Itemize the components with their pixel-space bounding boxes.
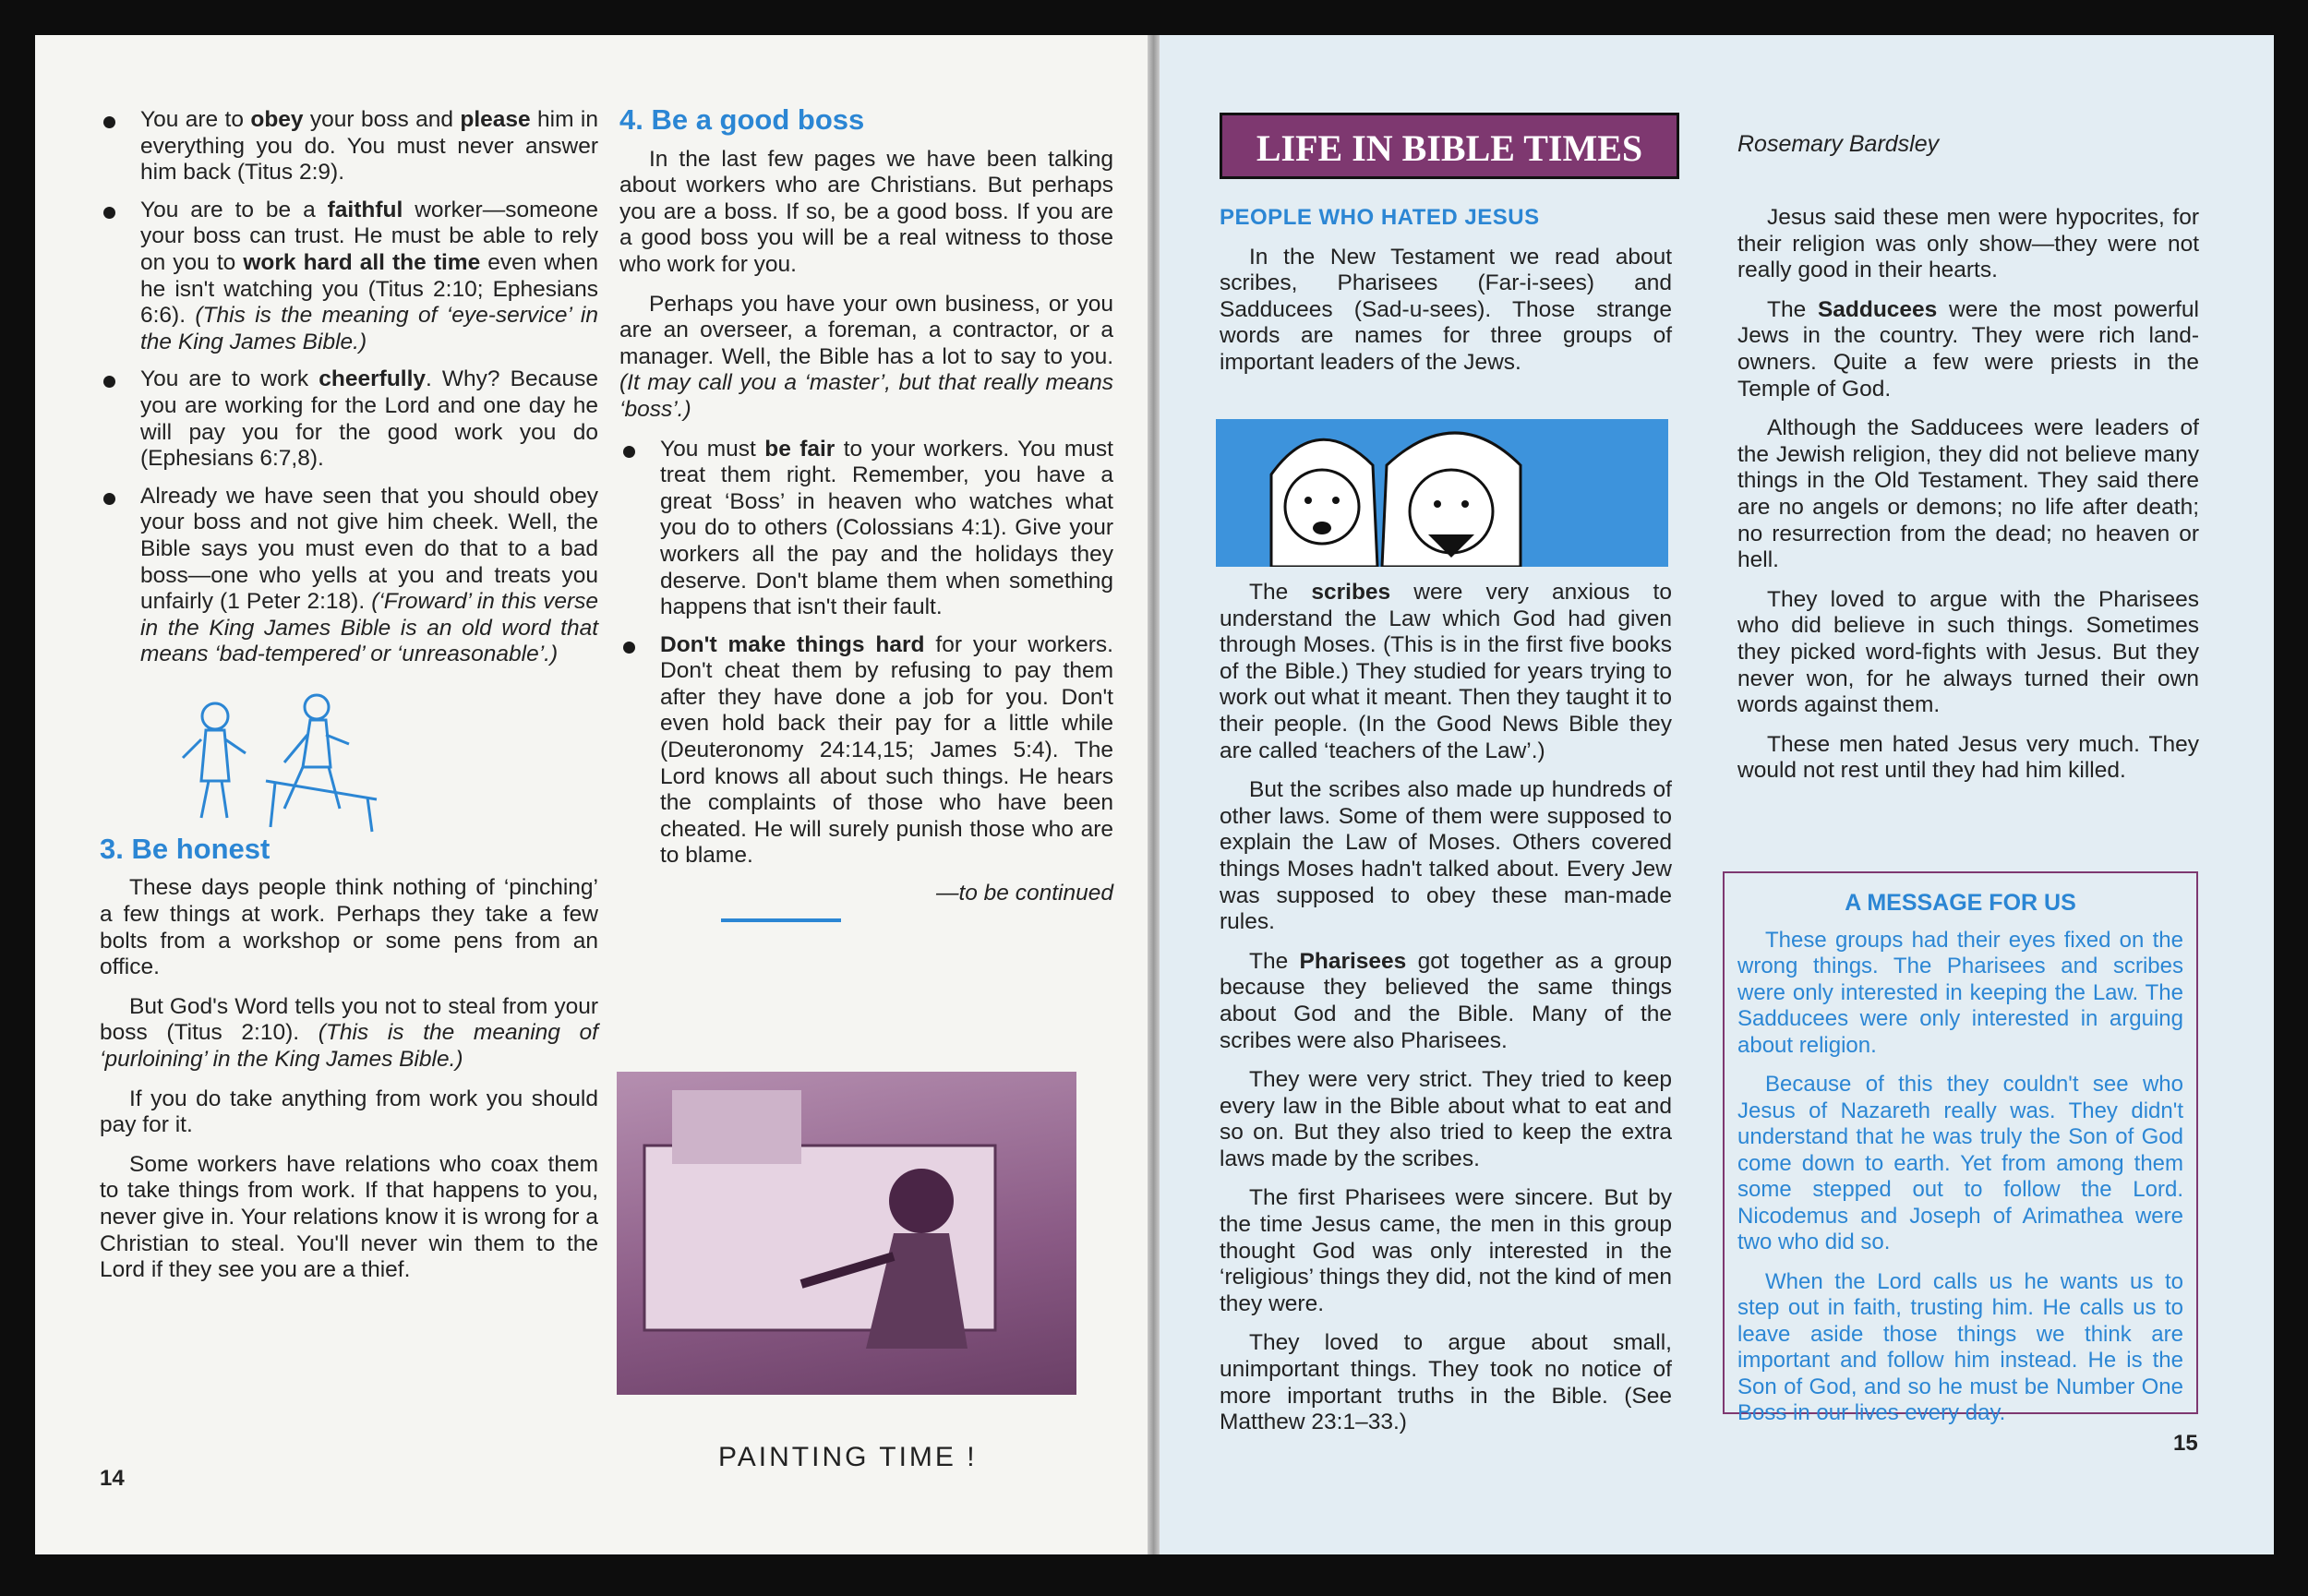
- text-run: You are to: [140, 107, 251, 132]
- text-run: But God's Word tells you not to steal from your boss (Titus 2:10).: [100, 993, 598, 1046]
- photo-caption: PAINTING TIME !: [718, 1442, 978, 1472]
- paragraph: [1220, 777, 1672, 936]
- worker-bullet-list: [100, 107, 598, 668]
- paragraph: [1220, 1185, 1672, 1317]
- intro-paragraph: [1220, 245, 1672, 377]
- bold-text: cheerfully: [319, 366, 427, 392]
- paragraph: [1737, 415, 2199, 574]
- paragraph: [1220, 1330, 1672, 1435]
- paragraph: [1737, 732, 2199, 785]
- bullet-item: [100, 366, 598, 472]
- sadducees-paragraphs: [1737, 205, 2199, 785]
- paragraph: [1220, 580, 1672, 764]
- page-number-left: 14: [100, 1466, 125, 1491]
- text-run: Some workers have relations who coax them to take things from work. If that happens to you, never give in. Your relations know it is wrong for a Christian to steal. You'll never win them to the Lord if they see you are a thief.: [100, 1151, 598, 1283]
- workers-illustration: [100, 679, 598, 836]
- heading-people-who-hated-jesus: PEOPLE WHO HATED JESUS: [1220, 205, 1540, 230]
- paragraph: [1737, 297, 2199, 402]
- text-run: Already we have seen that you should obey your boss and not give him cheek. Well, the Bible says you must even do that to a bad boss—one who yells at you and treats you unfairly (1 Peter 2:18).: [140, 483, 598, 615]
- text-run: were the most powerful Jews in the country. They were rich land-owners. Quite a few were priests in the Temple of God.: [1737, 296, 2199, 402]
- message-paragraph: These groups had their eyes fixed on the wrong things. The Pharisees and scribes were only interested in keeping the Law. The Sadducees were only interested in arguing about religion.: [1737, 927, 2183, 1058]
- right-column-2: [1737, 205, 2199, 798]
- bold-text: obey: [250, 107, 304, 132]
- message-title: A MESSAGE FOR US: [1845, 890, 2076, 916]
- text-run: Although the Sadducees were leaders of the Jewish religion, they did not believe many things in the Old Testament. They said there are no angels or demons; no life after death; no resurrection from the dead; no heaven or hell.: [1737, 415, 2199, 573]
- heading-be-a-good-boss: 4. Be a good boss: [619, 103, 865, 136]
- paragraph: [1220, 1067, 1672, 1172]
- scribes-illustration: [1216, 419, 1668, 567]
- paragraph: [1220, 949, 1672, 1054]
- text-run: You are to be a: [140, 197, 328, 222]
- book-spine: [1148, 35, 1160, 1554]
- bullet-item: [100, 107, 598, 186]
- italic-text: (This is the meaning of ‘purloining’ in the King James Bible.): [100, 1020, 598, 1073]
- bullet-item: [100, 484, 598, 668]
- text-run: If you do take anything from work you should pay for it.: [100, 1086, 598, 1138]
- text-run: These days people think nothing of ‘pinching’ a few things at work. Perhaps they take a few bolts from a workshop or some pens from an office.: [100, 875, 598, 980]
- text-run: your boss and: [303, 107, 461, 132]
- divider-line: [721, 918, 841, 922]
- bold-text: Pharisees: [1299, 948, 1407, 974]
- text-run: The: [1767, 296, 1818, 322]
- bold-text: faithful: [327, 197, 403, 222]
- right-column-1-body: [1220, 580, 1672, 1449]
- page-number-right: 15: [2173, 1431, 2198, 1456]
- bold-text: work hard all the time: [243, 249, 481, 275]
- right-page: [1160, 35, 2274, 1554]
- text-run: even when he isn't watching you (Titus 2:10; Ephesians 6:6).: [140, 249, 599, 329]
- italic-text: (‘Froward’ in this verse in the King James Bible is an old word that means ‘bad-tempered’ or ‘unreasonable’.): [140, 589, 598, 667]
- text-run: The: [1249, 948, 1300, 974]
- paragraph: [100, 1086, 598, 1139]
- paragraph: [619, 147, 1113, 279]
- bold-text: Don't make things hard: [660, 631, 925, 657]
- left-column-1: [100, 107, 598, 1297]
- painting-photo: [617, 1072, 1076, 1395]
- paragraph: [1737, 587, 2199, 719]
- text-run: But the scribes also made up hundreds of other laws. Some of them were supposed to explain the Law of Moses. Others covered things Moses hadn't talked about. Every Jew was supposed to obey these man-made rules.: [1220, 777, 1672, 935]
- text-run: In the New Testament we read about scribes, Pharisees (Far-i-sees) and Sadducees (Sad-u-sees). Those strange words are names for three groups of important leaders of the Jews.: [1220, 244, 1672, 375]
- bullet-item: [619, 437, 1113, 621]
- text-run: They loved to argue about small, unimportant things. They took no notice of more important truths in the Bible. (See Matthew 23:1–33.): [1220, 1330, 1672, 1435]
- paragraph: [100, 994, 598, 1074]
- bullet-item: [100, 198, 598, 356]
- text-run: In the last few pages we have been talking about workers who are Christians. But perhaps you are a boss. If so, be a good boss. If you are a good boss you will be a real witness to those who work for you.: [619, 146, 1113, 277]
- italic-text: (This is the meaning of ‘eye-service’ in the King James Bible.): [140, 303, 598, 354]
- text-run: for your workers. Don't cheat them by refusing to pay them after they have done a job for you. Don't even hold back their pay for a little while (Deuteronomy 24:14,15; James 5:4). The Lord knows all about such things. He hears the complaints of those who have been cheated. He will surely punish those who are to blame.: [660, 631, 1113, 869]
- message-paragraph: Because of this they couldn't see who Jesus of Nazareth really was. They didn't understand that he was truly the Son of God come down to earth. Yet from among them some stepped out to follow the Lord. Nicodemus and Joseph of Arimathea were two who did so.: [1737, 1072, 2183, 1254]
- left-column-2: [619, 103, 1113, 922]
- text-run: Perhaps you have your own business, or you are an overseer, a foreman, a contractor, or a manager. Well, the Bible has a lot to say to you.: [619, 291, 1113, 369]
- paragraph: [100, 875, 598, 980]
- text-run: The: [1249, 580, 1312, 605]
- bold-text: scribes: [1311, 580, 1391, 605]
- message-box: [1723, 871, 2198, 1425]
- to-be-continued: —to be continued: [935, 881, 1113, 906]
- author-name: Rosemary Bardsley: [1737, 131, 1940, 157]
- text-run: to your workers. You must treat them right. Remember, you have a great ‘Boss’ in heaven who watches what you do to others (Colossians 4:1). Give your workers all the pay and the holidays they deserve. Don't blame them when something happens that isn't their fault.: [660, 436, 1113, 620]
- text-run: These men hated Jesus very much. They would not rest until they had him killed.: [1737, 731, 2199, 784]
- good-boss-paragraphs: [619, 147, 1113, 424]
- section-banner: LIFE IN BIBLE TIMES: [1220, 113, 1679, 179]
- italic-text: (It may call you a ‘master’, but that really means ‘boss’.): [619, 370, 1113, 422]
- paragraph: [619, 292, 1113, 424]
- right-column-1: [1220, 205, 1672, 390]
- message-paragraph: When the Lord calls us he wants us to step out in faith, trusting him. He calls us to leave aside those things we think are important and follow him instead. He is the Son of God, and so he must be Number One Boss in our lives every day.: [1737, 1268, 2183, 1425]
- text-run: him in everything you do. You must never answer him back (Titus 2:9).: [140, 107, 598, 186]
- boss-bullet-list: [619, 437, 1113, 870]
- paragraph: [1737, 205, 2199, 284]
- bold-text: please: [460, 107, 531, 132]
- be-honest-paragraphs: [100, 875, 598, 1283]
- bold-text: be fair: [764, 436, 835, 462]
- bold-text: Sadducees: [1817, 296, 1938, 322]
- text-run: You must: [660, 436, 765, 462]
- text-run: worker—someone your boss can trust. He must be able to rely on you to: [140, 197, 598, 275]
- text-run: You are to work: [140, 366, 319, 392]
- left-page: [35, 35, 1148, 1554]
- text-run: They loved to argue with the Pharisees who did believe in such things. Sometimes they picked word-fights with Jesus. But they never won, for he always turned their own words against them.: [1737, 586, 2199, 718]
- heading-be-honest: 3. Be honest: [100, 832, 270, 865]
- text-run: . Why? Because you are working for the Lord and one day he will pay you for the good work you do (Ephesians 6:7,8).: [140, 366, 598, 472]
- bullet-item: [619, 632, 1113, 870]
- text-run: were very anxious to understand the Law which God had given through Moses. (This is in the first five books of the Bible.) They studied for years trying to work out what it meant. Then they taught it to their people. (In the Good News Bible they are called ‘teachers of the Law’.): [1220, 580, 1672, 763]
- text-run: Jesus said these men were hypocrites, for their religion was only show—they were not really good in their hearts.: [1737, 205, 2199, 283]
- text-run: They were very strict. They tried to keep every law in the Bible about what to eat and so on. But they also tried to keep the extra laws made by the scribes.: [1220, 1067, 1672, 1171]
- paragraph: [100, 1152, 598, 1284]
- text-run: got together as a group because they believed the same things about God and the Bible. Many of the scribes were also Pharisees.: [1220, 948, 1672, 1053]
- text-run: The first Pharisees were sincere. But by the time Jesus came, the men in this group thought God was only interested in the ‘religious’ things they did, not the kind of men they were.: [1220, 1185, 1672, 1316]
- scribes-pharisees-paragraphs: [1220, 580, 1672, 1436]
